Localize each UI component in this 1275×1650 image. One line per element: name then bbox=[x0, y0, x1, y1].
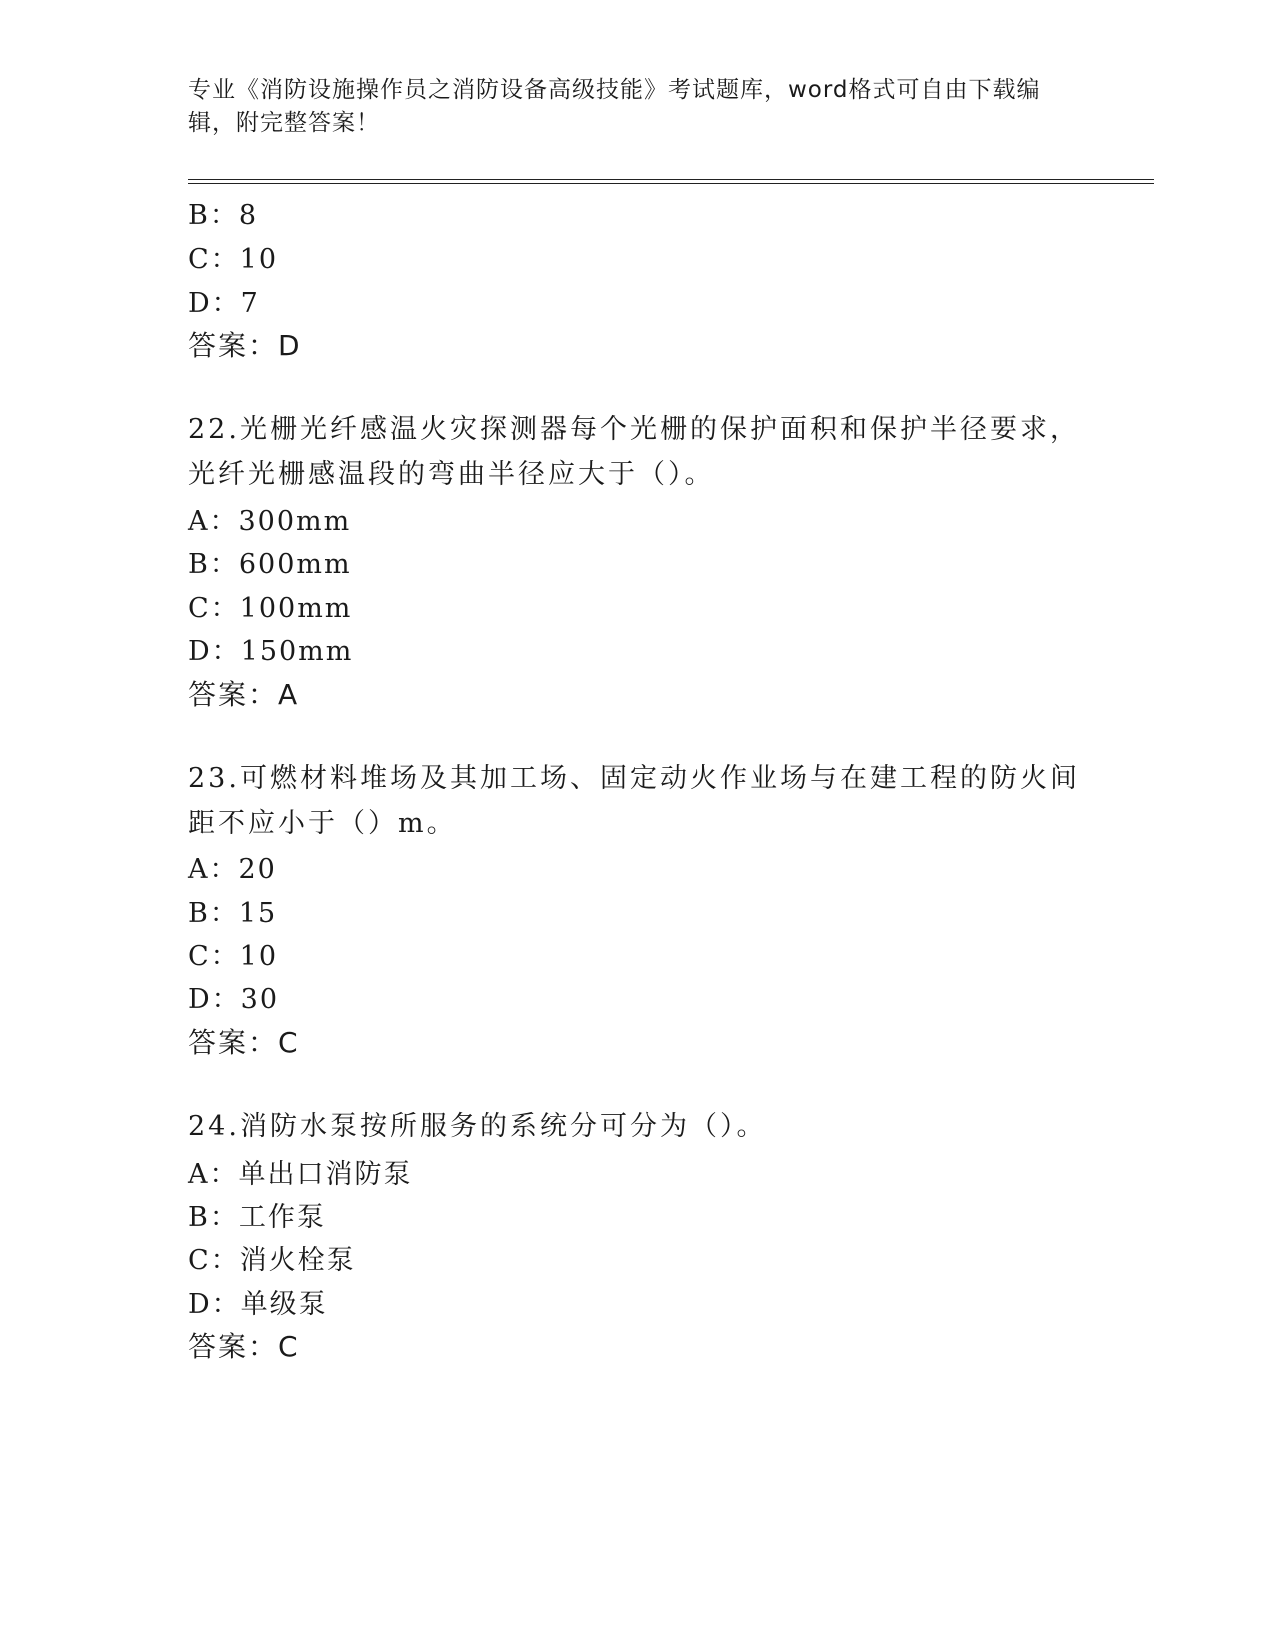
option-b: B：15 bbox=[188, 898, 278, 929]
option-c: C：10 bbox=[188, 244, 279, 275]
option-d: D：30 bbox=[188, 984, 280, 1015]
option-a: A：20 bbox=[188, 854, 277, 885]
answer: 答案：A bbox=[188, 678, 300, 711]
option-d: D：150mm bbox=[188, 636, 354, 667]
answer: 答案：D bbox=[188, 329, 302, 362]
option-c: C：100mm bbox=[188, 593, 353, 624]
answer: 答案：C bbox=[188, 1026, 300, 1059]
question-stem: 23.可燃材料堆场及其加工场、固定动火作业场与在建工程的防火间距不应小于（）m。 bbox=[188, 763, 1080, 839]
option-c: C：10 bbox=[188, 941, 279, 972]
option-d: D：单级泵 bbox=[188, 1289, 328, 1320]
header-rule-top bbox=[188, 179, 1154, 180]
option-d: D：7 bbox=[188, 288, 260, 319]
option-c: C：消火栓泵 bbox=[188, 1245, 356, 1276]
option-a: A：单出口消防泵 bbox=[188, 1159, 413, 1190]
header-rule-bottom bbox=[188, 183, 1154, 184]
page-header: 专业《消防设施操作员之消防设备高级技能》考试题库，word格式可自由下载编辑，附完整答案！ bbox=[188, 77, 1041, 136]
option-b: B：8 bbox=[188, 200, 259, 231]
question-stem: 22.光栅光纤感温火灾探测器每个光栅的保护面积和保护半径要求，光纤光栅感温段的弯曲半径应大于（）。 bbox=[188, 414, 1080, 490]
option-b: B：工作泵 bbox=[188, 1202, 326, 1233]
option-b: B：600mm bbox=[188, 549, 352, 580]
answer: 答案：C bbox=[188, 1330, 300, 1363]
question-stem: 24.消防水泵按所服务的系统分可分为（）。 bbox=[188, 1111, 767, 1142]
option-a: A：300mm bbox=[188, 506, 352, 537]
